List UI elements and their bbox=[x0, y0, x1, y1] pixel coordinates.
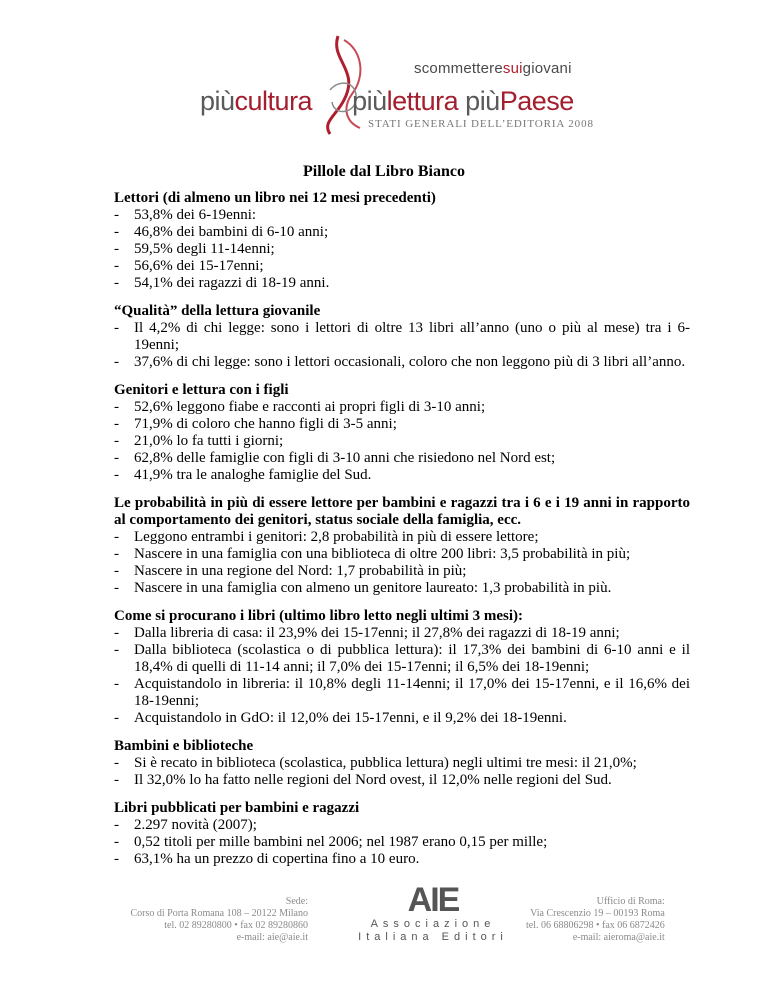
bullet-list bbox=[114, 529, 690, 597]
list-item: - 2.297 novità (2007); bbox=[114, 817, 690, 834]
list-item: - Dalla biblioteca (scolastica o di pubblica lettura): il 17,3% dei bambini di 6-10 anni e il 18,4% di quelli di 11-14 anni; il 7,0% dei 15-17enni; il 6,5% dei 18-19enni; bbox=[114, 642, 690, 676]
footer bbox=[0, 881, 768, 956]
list-item: - 52,6% leggono fiabe e racconti ai propri figli di 3-10 anni; bbox=[114, 399, 690, 416]
list-item: - Il 4,2% di chi legge: sono i lettori di oltre 13 libri all’anno (uno o più al mese) tra i 6-19enni; bbox=[114, 320, 690, 354]
list-item: - Il 32,0% lo ha fatto nelle regioni del Nord ovest, il 12,0% nelle regioni del Sud. bbox=[114, 772, 690, 789]
tagline: scommetteresuigiovani bbox=[414, 60, 572, 77]
list-item: - Acquistandolo in libreria: il 10,8% degli 11-14enni; il 17,0% dei 15-17enni, e il 16,6% dei 18-19enni; bbox=[114, 676, 690, 710]
footer-rome-address: Ufficio di Roma: Via Crescenzio 19 – 00193 Roma tel. 06 68806298 • fax 06 6872426 e-mail: aieroma@aie.it bbox=[526, 896, 665, 943]
bullet-list bbox=[114, 755, 690, 789]
list-item: - Nascere in una regione del Nord: 1,7 probabilità in più; bbox=[114, 563, 690, 580]
list-item: - 53,8% dei 6-19enni: bbox=[114, 207, 690, 224]
logo-subtitle: STATI GENERALI DELL’EDITORIA 2008 bbox=[368, 118, 594, 130]
list-item: - 46,8% dei bambini di 6-10 anni; bbox=[114, 224, 690, 241]
list-item: - Nascere in una famiglia con almeno un genitore laureato: 1,3 probabilità in più. bbox=[114, 580, 690, 597]
section bbox=[114, 608, 690, 727]
list-item: - 71,9% di coloro che hanno figli di 3-5 anni; bbox=[114, 416, 690, 433]
list-item: - Nascere in una famiglia con una biblioteca di oltre 200 libri: 3,5 probabilità in più; bbox=[114, 546, 690, 563]
section bbox=[114, 800, 690, 868]
bullet-list bbox=[114, 399, 690, 484]
bullet-list bbox=[114, 207, 690, 292]
aie-logo: AIE Associazione Italiana Editori bbox=[358, 881, 508, 943]
section-heading: Le probabilità in più di essere lettore per bambini e ragazzi tra i 6 e i 19 anni in rapporto al comportamento dei genitori, status sociale della famiglia, ecc. bbox=[114, 495, 690, 528]
section bbox=[114, 495, 690, 597]
brand-wordmark: piùcultura piùlettura piùPaese bbox=[200, 86, 574, 116]
list-item: - 37,6% di chi legge: sono i lettori occasionali, coloro che non leggono più di 3 libri all’anno. bbox=[114, 354, 690, 371]
section bbox=[114, 190, 690, 292]
section-heading: Bambini e biblioteche bbox=[114, 738, 254, 754]
list-item: - Si è recato in biblioteca (scolastica, pubblica lettura) negli ultimi tre mesi: il 21,0%; bbox=[114, 755, 690, 772]
list-item: - Leggono entrambi i genitori: 2,8 probabilità in più di essere lettore; bbox=[114, 529, 690, 546]
list-item: - 62,8% delle famiglie con figli di 3-10 anni che risiedono nel Nord est; bbox=[114, 450, 690, 467]
bullet-list bbox=[114, 625, 690, 727]
list-item: - 63,1% ha un prezzo di copertina fino a 10 euro. bbox=[114, 851, 690, 868]
list-item: - 54,1% dei ragazzi di 18-19 anni. bbox=[114, 275, 690, 292]
list-item: - 0,52 titoli per mille bambini nel 2006; nel 1987 erano 0,15 per mille; bbox=[114, 834, 690, 851]
footer-milan-address: Sede: Corso di Porta Romana 108 – 20122 Milano tel. 02 89280800 • fax 02 89280860 e-mail: aie@aie.it bbox=[130, 896, 308, 943]
document-body bbox=[114, 190, 690, 879]
list-item: - 21,0% lo fa tutti i giorni; bbox=[114, 433, 690, 450]
section-heading: Genitori e lettura con i figli bbox=[114, 382, 289, 398]
section bbox=[114, 738, 690, 789]
list-item: - Dalla libreria di casa: il 23,9% dei 15-17enni; il 27,8% dei ragazzi di 18-19 anni; bbox=[114, 625, 690, 642]
header-logo bbox=[200, 30, 594, 140]
section bbox=[114, 382, 690, 484]
list-item: - 59,5% degli 11-14enni; bbox=[114, 241, 690, 258]
section-heading: Libri pubblicati per bambini e ragazzi bbox=[114, 800, 360, 816]
section-heading: “Qualità” della lettura giovanile bbox=[114, 303, 321, 319]
bullet-list bbox=[114, 817, 690, 868]
list-item: - 56,6% dei 15-17enni; bbox=[114, 258, 690, 275]
section-heading: Come si procurano i libri (ultimo libro letto negli ultimi 3 mesi): bbox=[114, 608, 523, 624]
bullet-list bbox=[114, 320, 690, 371]
section-heading: Lettori (di almeno un libro nei 12 mesi precedenti) bbox=[114, 190, 436, 206]
list-item: - 41,9% tra le analoghe famiglie del Sud. bbox=[114, 467, 690, 484]
list-item: - Acquistandolo in GdO: il 12,0% dei 15-17enni, e il 9,2% dei 18-19enni. bbox=[114, 710, 690, 727]
page-title: Pillole dal Libro Bianco bbox=[303, 163, 465, 180]
section bbox=[114, 303, 690, 371]
